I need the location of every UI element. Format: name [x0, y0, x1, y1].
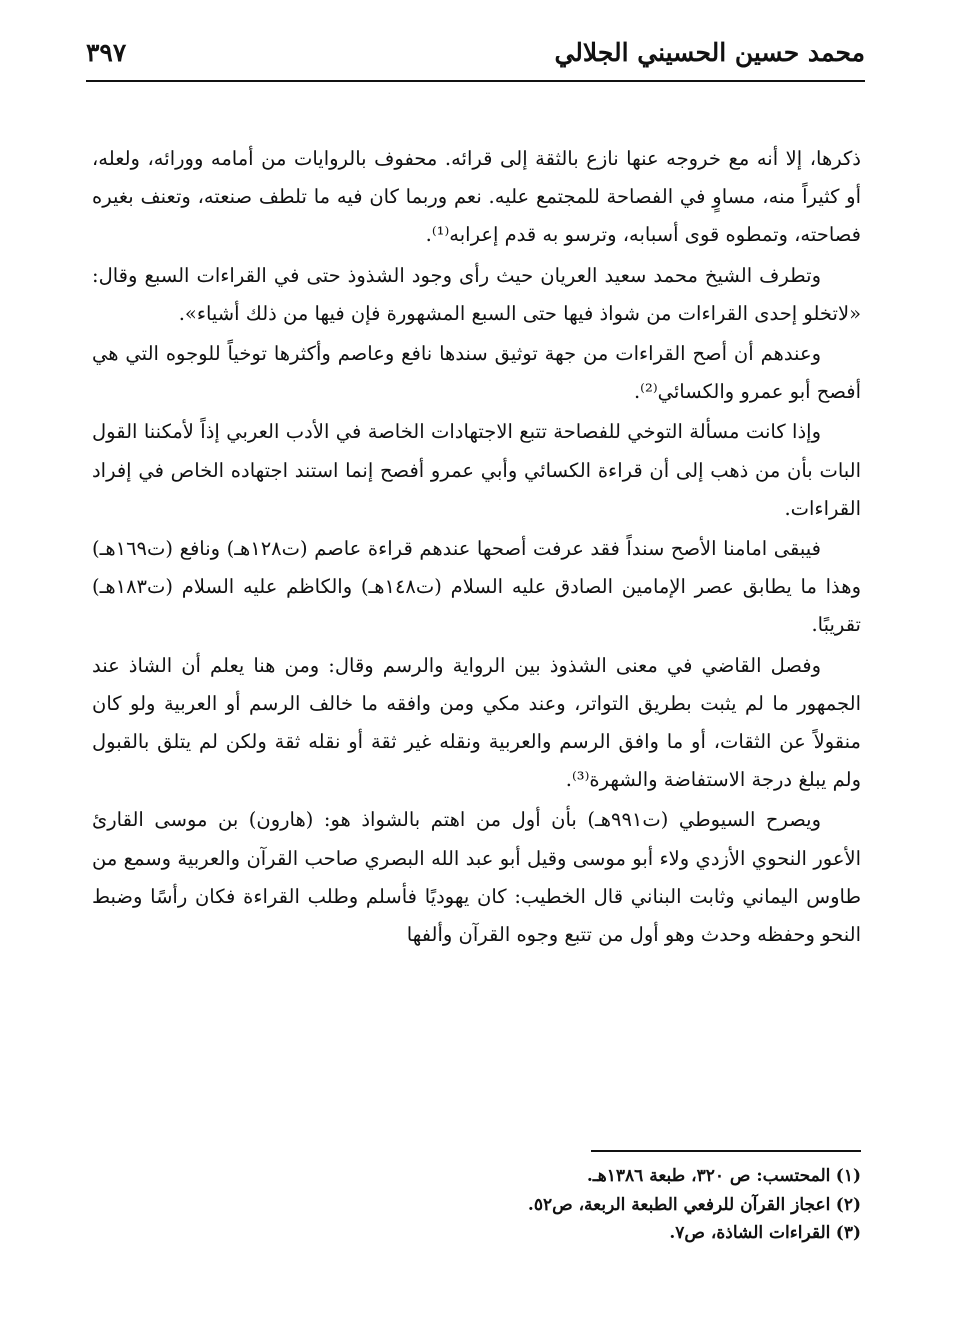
footnote-text: اعجاز القرآن للرفعي الطبعة الربعة، ص٥٢.	[527, 1194, 831, 1215]
footnote-text: القراءات الشاذة، ص٧.	[669, 1223, 831, 1243]
footnotes	[92, 1162, 861, 1248]
header-title: محمد حسين الحسيني الجلالي	[554, 37, 865, 67]
paragraph: ذكرها، إلا أنه مع خروجه عنها نازع بالثقة إلى قرائه. محفوف بالروايات من أمامه وورائه، ولعله، أو كثيراً منه، مساوٍ في الفصاحة للمجتمع عليه. نعم وربما كان فيه ما تلطف صنعته، وتعنف بغيره فصاحته، وتمطوه قوى أسبابه، وترسو به قدم إعرابه⁽¹⁾.	[92, 147, 861, 247]
body-text	[92, 140, 861, 956]
footnote-item	[92, 1162, 861, 1191]
header-divider	[86, 80, 865, 82]
paragraph: ويصرح السيوطي (ت٩٩١هـ) بأن أول من اهتم بالشواذ هو: (هارون) بن موسى القارئ الأعور النحوي الأزدي ولاء أبو موسى وقيل أبو عبد الله البصري صاحب القرآن والعربية وسمع من طاوس اليماني وثابت البناني قال الخطيب: كان يهوديًا فأسلم وطلب القراءة فكان رأسًا وضبط النحو وحفظه وحدث وهو أول من تتبع وجوه القرآن وألفها	[92, 808, 861, 947]
footnote-number: (١)	[835, 1166, 861, 1186]
footnote-item	[92, 1191, 861, 1220]
paragraph: وعندهم أن أصح القراءات من جهة توثيق سندها نافع وعاصم وأكثرها توخياً للوجوه التي هي أفصح أبو عمرو والكسائي⁽²⁾.	[92, 342, 861, 404]
footnote-text: المحتسب: ص ٣٢٠، طبعة ١٣٨٦هـ.	[586, 1166, 831, 1186]
paragraph: وفصل القاضي في معنى الشذوذ بين الرواية والرسم وقال: ومن هنا يعلم أن الشاذ عند الجمهور ما لم يثبت بطريق التواتر، وعند مكي ومن وافقه ما خالف الرسم أو العربية ولو كان منقولاً عن الثقات، أو ما وافق الرسم والعربية ونقله غير ثقة أو نقله ثقة ولكن لم يتلق بالقبول ولم يبلغ درجة الاستفاضة والشهرة⁽³⁾.	[92, 653, 861, 792]
footnote-number: (٢)	[835, 1194, 861, 1215]
footnote-number: (٣)	[835, 1223, 861, 1243]
paragraph: وتطرف الشيخ محمد سعيد العريان حيث رأى وجود الشذوذ حتى في القراءات السبع وقال: «لاتخلو إحدى القراءات من شواذ فيها حتى السبع المشهورة فإن فيها من ذلك أشياء».	[92, 263, 861, 325]
paragraph: وإذا كانت مسألة التوخي للفصاحة تتبع الاجتهادات الخاصة في الأدب العربي إذاً لأمكننا القول البات بأن من ذهب إلى أن قراءة الكسائي وأبي عمرو أفصح إنما استند اجتهاده الخاص في إفراد القراءات.	[92, 420, 861, 520]
running-header	[86, 28, 865, 76]
paragraph: فيبقى امامنا الأصح سنداً فقد عرفت أصحها عندهم قراءة عاصم (ت١٢٨هـ) ونافع (ت١٦٩هـ) وهذا ما يطابق عصر الإمامين الصادق عليه السلام (ت١٤٨هـ) والكاظم عليه السلام (ت١٨٣هـ) تقريبًا.	[92, 537, 861, 637]
footnote-divider	[591, 1150, 861, 1152]
footnote-item	[92, 1219, 861, 1248]
page-number: ٣٩٧	[86, 37, 127, 67]
